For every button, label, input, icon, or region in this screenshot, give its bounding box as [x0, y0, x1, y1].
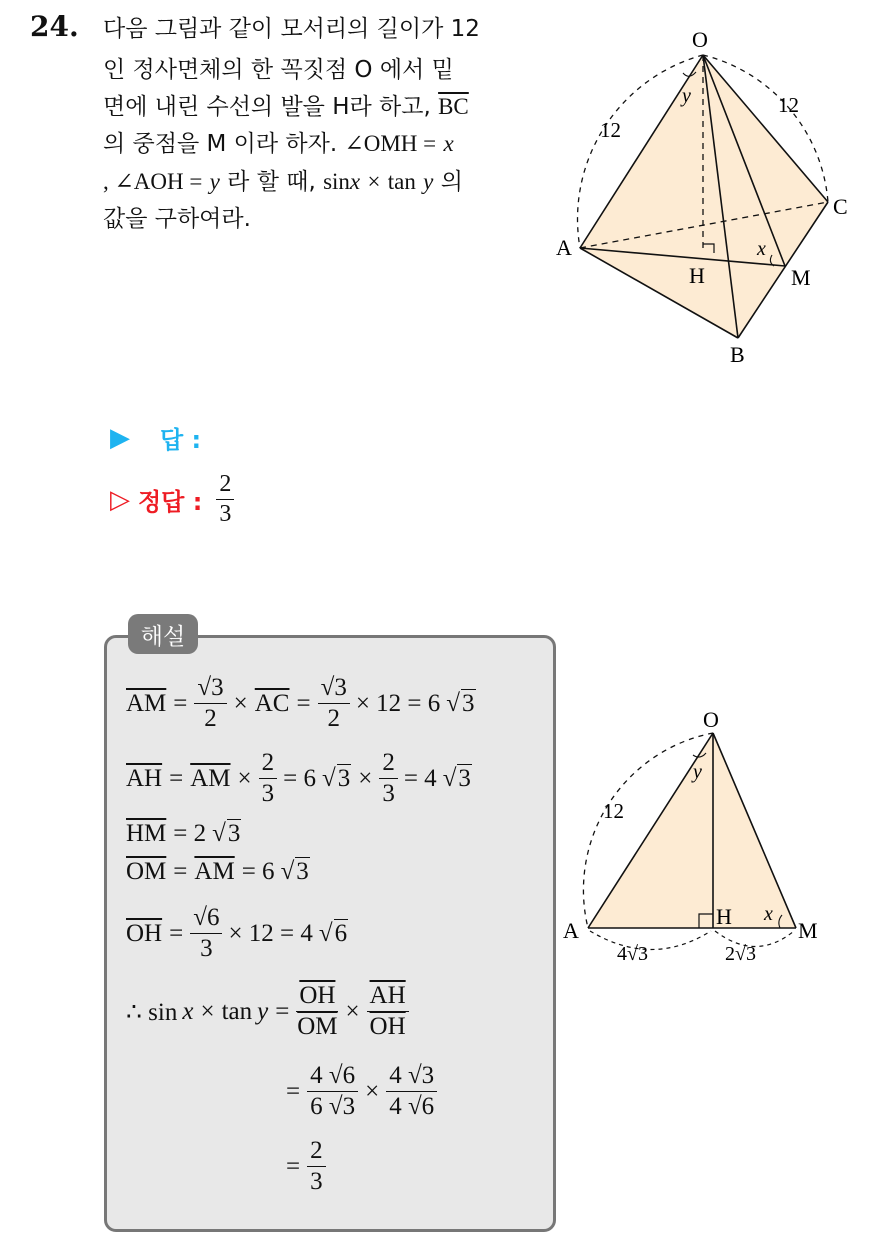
fraction-2: [386, 1063, 437, 1121]
var-y: y: [257, 997, 269, 1025]
num: 4 √6: [307, 1063, 358, 1092]
angle-aoh: , ∠AOH =: [103, 169, 203, 194]
fraction-1: [307, 1063, 358, 1121]
radical-sign: √: [446, 689, 461, 717]
question-line-3: [103, 95, 469, 119]
angle-y-label: y: [693, 761, 702, 783]
num: √3: [194, 675, 226, 704]
question-line-2: 인 정사면체의 한 꼭짓점 O 에서 밑: [103, 57, 454, 83]
seg-am: $\overline{AM}$: [190, 764, 231, 792]
question-line-5: [103, 170, 463, 194]
num: √6: [190, 905, 222, 934]
question-line-6: 값을 구하여라.: [103, 206, 251, 232]
result-text: × 12 = 6: [355, 689, 441, 717]
eq-sign: =: [275, 997, 290, 1025]
question-line-5-end: 의: [440, 169, 463, 195]
eq-sign-2: =: [296, 689, 311, 717]
fraction-1: [296, 983, 338, 1041]
times-sign: ×: [200, 997, 215, 1025]
correct-marker-icon: ▷: [110, 484, 130, 515]
answer-label: 답 :: [160, 426, 202, 454]
answer-marker-icon: ▶: [110, 422, 130, 453]
angle-y-label: y: [682, 85, 691, 107]
den: 3: [310, 1168, 323, 1196]
correct-denominator: 3: [219, 501, 232, 528]
solution-line-7: [286, 1063, 437, 1121]
point-h-label: H: [716, 904, 732, 929]
sin-word: sin: [323, 169, 350, 194]
edge-length-label: 12: [603, 799, 624, 823]
question-line-5-text: 라 할 때,: [227, 169, 316, 195]
solution-line-3: [126, 820, 241, 848]
radicand: 3: [462, 689, 475, 717]
times-sign: ×: [365, 1077, 380, 1105]
result-text: × 12 = 4: [228, 919, 313, 947]
times-sign-2: ×: [345, 997, 360, 1025]
mid-text: = 6: [283, 764, 316, 792]
sqrt-3-b: √3: [442, 764, 471, 792]
result-text: = 6: [241, 858, 275, 885]
correct-answer-fraction: [216, 472, 234, 527]
correct-numerator: 2: [216, 472, 234, 500]
eq-sign: =: [286, 1152, 301, 1180]
solution-line-5: [126, 905, 348, 963]
var-y-2: y: [423, 169, 434, 194]
point-m-label: M: [791, 265, 811, 290]
seg-om: $\overline{OM}$: [126, 858, 167, 885]
num: $\overline{OH}$: [296, 983, 338, 1012]
radicand: 3: [296, 858, 309, 885]
answer-row: [110, 420, 201, 455]
vertex-c-label: C: [833, 194, 848, 219]
question-line-3-text: 면에 내린 수선의 발을 H라 하고,: [103, 94, 431, 120]
result-text: = 2: [173, 820, 207, 847]
length-hm-label: 2√3: [725, 943, 756, 965]
eq-sign: =: [286, 1077, 301, 1105]
den: OH: [369, 1013, 406, 1041]
fraction-1: [190, 905, 222, 963]
vertex-a-label: A: [563, 918, 579, 943]
question-line-1: 다음 그림과 같이 모서리의 길이가 12: [103, 16, 480, 42]
angle-x-label: x: [764, 903, 773, 925]
tetrahedron-figure: [550, 20, 870, 370]
times-sign: ×: [233, 689, 248, 717]
den: 3: [261, 780, 275, 808]
num: 2: [307, 1138, 326, 1167]
triangle-figure: [560, 700, 880, 970]
var-x: x: [443, 131, 454, 156]
fraction-1: [259, 750, 278, 808]
den: 3: [200, 935, 213, 963]
solution-line-1: [126, 675, 476, 733]
solution-line-2: [126, 750, 472, 808]
den: OM: [297, 1013, 338, 1041]
edge-length-right: 12: [778, 93, 799, 117]
den: 3: [382, 780, 395, 808]
question-number: 24.: [30, 10, 79, 43]
point-m-label: M: [798, 918, 818, 943]
sqrt-3: [446, 690, 475, 718]
times-sign: ×: [237, 764, 252, 792]
correct-answer-row: [110, 472, 234, 527]
seg-ah: $\overline{AH}$: [126, 764, 163, 792]
sqrt-3: √3: [280, 858, 309, 885]
num: 2: [259, 750, 278, 779]
den: 2: [204, 705, 217, 733]
eq-sign: =: [173, 689, 188, 717]
num: √3: [318, 675, 350, 704]
tan-word: tan: [221, 997, 253, 1025]
fraction-2: [318, 675, 350, 733]
den: 6 √3: [310, 1093, 356, 1121]
question-line-4: [103, 132, 454, 156]
radicand: 3: [227, 820, 241, 847]
var-x-2: x: [349, 169, 361, 194]
eq-sign: =: [173, 858, 188, 885]
vertex-b-label: B: [730, 342, 745, 367]
num: 4 √3: [386, 1063, 437, 1092]
angle-omh: ∠OMH =: [344, 131, 437, 156]
den: 2: [327, 705, 340, 733]
vertex-a-label: A: [556, 235, 572, 260]
end-text: = 4: [403, 764, 437, 792]
var-x: x: [182, 997, 194, 1025]
radicand: 3: [458, 764, 471, 792]
seg-oh: $\overline{OH}$: [126, 919, 163, 947]
times-sign: ×: [367, 169, 381, 194]
fraction-2: [379, 750, 398, 808]
sqrt-3: √3: [321, 764, 351, 792]
solution-line-6: [126, 983, 409, 1041]
fraction-result: [307, 1138, 326, 1196]
sqrt-3: √3: [212, 820, 241, 847]
length-ah-label: 4√3: [617, 943, 648, 965]
times-sign-2: ×: [358, 764, 373, 792]
radicand: 6: [334, 919, 348, 947]
num: $\overline{AH}$: [367, 983, 409, 1012]
eq-sign: =: [169, 919, 184, 947]
vertex-o-label: O: [692, 27, 708, 52]
angle-x-label: x: [757, 238, 766, 260]
tan-word: tan: [387, 169, 416, 194]
correct-label: 정답 :: [138, 488, 203, 517]
therefore-sin: ∴ sin: [126, 998, 178, 1026]
edge-length-left: 12: [600, 118, 621, 142]
point-h-label: H: [689, 263, 705, 288]
seg-hm: $\overline{HM}$: [126, 820, 167, 847]
var-y: y: [209, 169, 220, 194]
seg-am: $\overline{AM}$: [126, 689, 167, 717]
solution-tag: 해설: [128, 614, 198, 654]
question-line-4-text: 의 중점을 M 이라 하자.: [103, 131, 338, 157]
solution-line-8: [286, 1138, 326, 1196]
den: 4 √6: [389, 1093, 435, 1121]
radicand: 3: [337, 764, 351, 792]
seg-am: $\overline{AM}$: [194, 858, 235, 885]
num: 2: [379, 750, 398, 779]
solution-line-4: [126, 858, 310, 886]
sqrt-6: √6: [318, 919, 348, 947]
seg-ac: $\overline{AC}$: [254, 689, 290, 717]
fraction-2: [367, 983, 409, 1041]
segment-bc: $\overline{BC}$: [438, 94, 469, 119]
fraction-1: [194, 675, 226, 733]
eq-sign: =: [169, 764, 184, 792]
vertex-o-label: O: [703, 707, 719, 732]
